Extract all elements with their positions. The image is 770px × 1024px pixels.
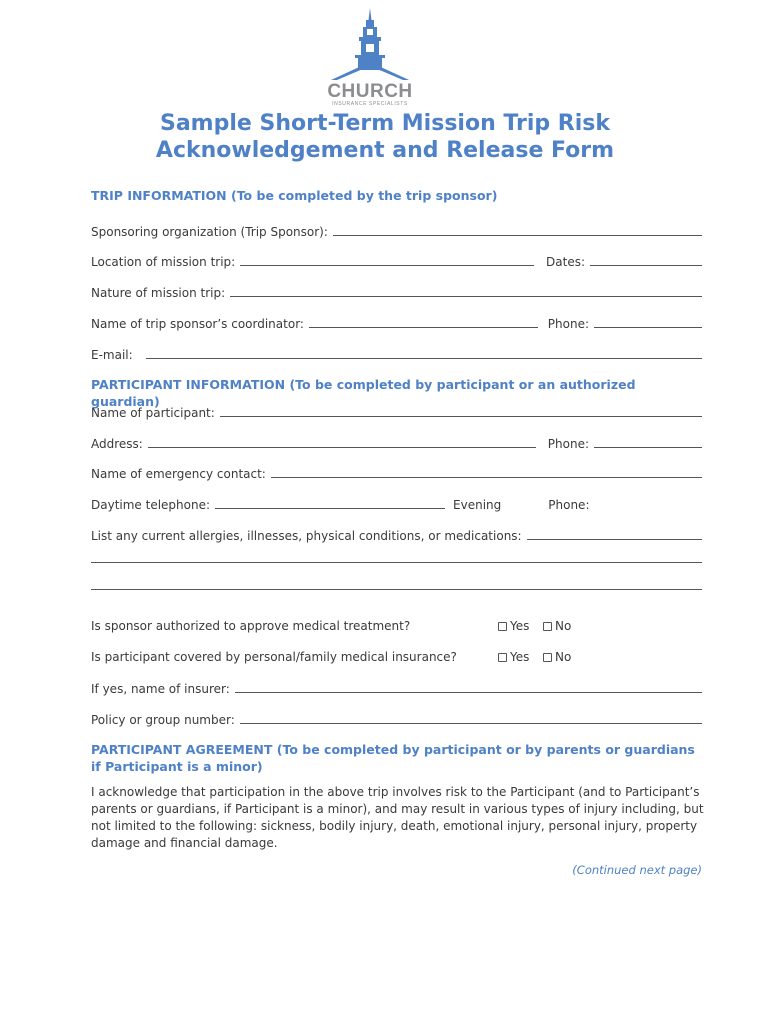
location-row <box>91 251 702 269</box>
evening-label: Evening <box>453 498 502 512</box>
insurance-yes-label: Yes <box>510 650 530 664</box>
policy-field[interactable] <box>240 723 702 724</box>
sponsoring-org-row <box>91 221 702 239</box>
emergency-contact-row <box>91 463 702 481</box>
coordinator-phone-label: Phone: <box>547 317 589 331</box>
sponsoring-org-label: Sponsoring organization (Trip Sponsor): <box>91 225 328 239</box>
participant-information-heading: PARTICIPANT INFORMATION (To be completed by participant or an authorized guardian) <box>91 377 636 409</box>
participant-agreement-heading: PARTICIPANT AGREEMENT (To be completed by participant or by parents or guardians if Participant is a minor) <box>91 742 695 774</box>
authorized-yes-option[interactable] <box>498 619 529 633</box>
coordinator-phone-field[interactable] <box>594 327 702 328</box>
church-steeple-icon <box>325 8 415 82</box>
allergies-row <box>91 525 702 543</box>
trip-information-heading: TRIP INFORMATION (To be completed by the trip sponsor) <box>91 188 498 203</box>
authorized-no-checkbox[interactable] <box>543 622 552 631</box>
authorized-no-option[interactable] <box>543 619 571 633</box>
insurance-question: Is participant covered by personal/family medical insurance? <box>91 650 457 664</box>
allergies-line-3[interactable] <box>91 589 702 590</box>
coordinator-field[interactable] <box>309 327 538 328</box>
dates-field[interactable] <box>590 265 702 266</box>
daytime-phone-field[interactable] <box>215 508 445 509</box>
insurer-label: If yes, name of insurer: <box>91 682 230 696</box>
emergency-contact-field[interactable] <box>271 477 702 478</box>
insurance-yes-checkbox[interactable] <box>498 653 507 662</box>
email-row <box>91 344 702 362</box>
nature-row <box>91 282 702 300</box>
location-label: Location of mission trip: <box>91 255 236 269</box>
authorized-no-label: No <box>555 619 572 633</box>
address-label: Address: <box>91 437 143 451</box>
participant-name-label: Name of participant: <box>91 406 215 420</box>
coordinator-row <box>91 313 702 331</box>
address-phone-label: Phone: <box>547 437 589 451</box>
sponsoring-org-field[interactable] <box>333 235 702 236</box>
authorized-yes-checkbox[interactable] <box>498 622 507 631</box>
allergies-field[interactable] <box>527 539 702 540</box>
logo-wordmark: CHURCH <box>327 81 413 102</box>
daytime-phone-row <box>91 494 702 512</box>
logo-tagline: INSURANCE SPECIALISTS <box>332 101 408 107</box>
authorized-question: Is sponsor authorized to approve medical treatment? <box>91 619 411 633</box>
dates-label: Dates: <box>546 255 585 269</box>
participant-name-field[interactable] <box>220 416 702 417</box>
policy-label: Policy or group number: <box>91 713 235 727</box>
location-field[interactable] <box>240 265 534 266</box>
church-logo <box>325 8 415 107</box>
continued-next-page: (Continued next page) <box>572 863 702 877</box>
insurer-field[interactable] <box>235 692 702 693</box>
evening-phone-label: Phone: <box>548 498 590 512</box>
allergies-line-2[interactable] <box>91 562 702 563</box>
allergies-label: List any current allergies, illnesses, physical conditions, or medications: <box>91 529 522 543</box>
address-row <box>91 433 702 451</box>
address-field[interactable] <box>148 447 536 448</box>
agreement-paragraph: I acknowledge that participation in the above trip involves risk to the Participant (and to Participant’s parents or guardians, if Participant is a minor), and may result in various types of injury including, but not limited to the following: sickness, bodily injury, death, emotional injury, personal injury, property damage and financial damage. <box>91 785 704 850</box>
coordinator-label: Name of trip sponsor’s coordinator: <box>91 317 304 331</box>
nature-label: Nature of mission trip: <box>91 286 226 300</box>
participant-name-row <box>91 402 702 420</box>
email-label: E-mail: <box>91 348 133 362</box>
insurer-row <box>91 678 702 696</box>
insurance-yes-option[interactable] <box>498 650 529 664</box>
form-title-line-1: Sample Short-Term Mission Trip Risk <box>159 111 610 136</box>
authorized-yes-label: Yes <box>510 619 530 633</box>
nature-field[interactable] <box>230 296 702 297</box>
daytime-phone-label: Daytime telephone: <box>91 498 211 512</box>
insurance-no-label: No <box>555 650 572 664</box>
insurance-no-checkbox[interactable] <box>543 653 552 662</box>
form-title-line-2: Acknowledgement and Release Form <box>155 138 615 163</box>
insurance-no-option[interactable] <box>543 650 571 664</box>
emergency-contact-label: Name of emergency contact: <box>91 467 266 481</box>
policy-row <box>91 709 702 727</box>
email-field[interactable] <box>146 358 702 359</box>
address-phone-field[interactable] <box>594 447 702 448</box>
